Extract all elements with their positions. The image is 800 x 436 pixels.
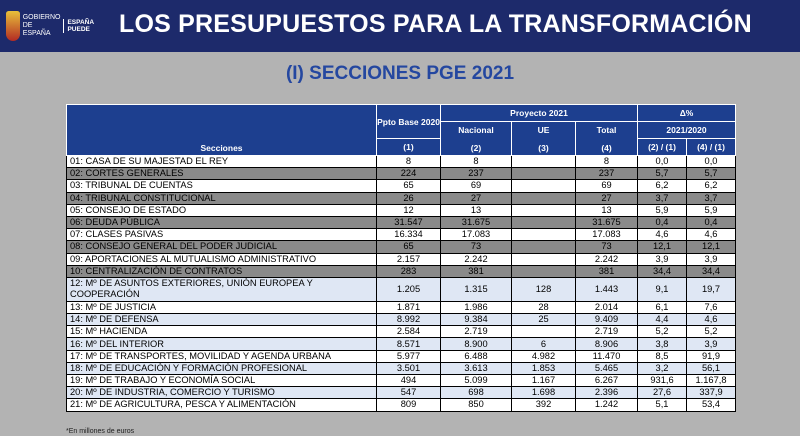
- table-row: [67, 180, 736, 192]
- cell-ppto-base: 31.547: [377, 216, 441, 228]
- cell-total: 11.470: [576, 350, 638, 362]
- cell-nacional: 381: [441, 265, 512, 277]
- cell-delta-4-1: 5,2: [687, 326, 736, 338]
- cell-delta-4-1: 5,7: [687, 168, 736, 180]
- cell-delta-4-1: 3,9: [687, 253, 736, 265]
- cell-ppto-base: 26: [377, 192, 441, 204]
- table-row: [67, 192, 736, 204]
- cell-ppto-base: 2.157: [377, 253, 441, 265]
- cell-ue: [512, 192, 576, 204]
- cell-seccion: 08: CONSEJO GENERAL DEL PODER JUDICIAL: [67, 241, 377, 253]
- cell-ppto-base: 12: [377, 204, 441, 216]
- cell-ue: [512, 204, 576, 216]
- col-header-secciones: Secciones: [67, 105, 377, 156]
- table-row: [67, 350, 736, 362]
- government-logo: [6, 6, 106, 46]
- cell-ue: 128: [512, 277, 576, 301]
- cell-seccion: 09: APORTACIONES AL MUTUALISMO ADMINISTRATIVO: [67, 253, 377, 265]
- cell-delta-2-1: 0,0: [638, 156, 687, 168]
- cell-seccion: 15: Mº HACIENDA: [67, 326, 377, 338]
- table-row: [67, 314, 736, 326]
- cell-delta-4-1: 0,0: [687, 156, 736, 168]
- cell-ue: 6: [512, 338, 576, 350]
- table-row: [67, 168, 736, 180]
- cell-seccion: 10: CENTRALIZACIÓN DE CONTRATOS: [67, 265, 377, 277]
- table-row: [67, 362, 736, 374]
- footnote: *En millones de euros: [66, 428, 135, 435]
- table-row: [67, 387, 736, 399]
- cell-ppto-base: 494: [377, 375, 441, 387]
- cell-delta-2-1: 9,1: [638, 277, 687, 301]
- cell-ue: [512, 216, 576, 228]
- cell-total: 1.443: [576, 277, 638, 301]
- cell-nacional: 1.315: [441, 277, 512, 301]
- cell-delta-2-1: 8,5: [638, 350, 687, 362]
- cell-delta-2-1: 0,4: [638, 216, 687, 228]
- table-row: [67, 204, 736, 216]
- col-header-ue: UE (3): [512, 122, 576, 156]
- col-header-proyecto: Proyecto 2021: [441, 105, 638, 122]
- cell-total: 2.396: [576, 387, 638, 399]
- table-row: [67, 156, 736, 168]
- cell-delta-2-1: 5,2: [638, 326, 687, 338]
- budget-table: [66, 104, 736, 412]
- cell-delta-2-1: 931,6: [638, 375, 687, 387]
- col-header-nacional: Nacional (2): [441, 122, 512, 156]
- cell-ppto-base: 3.501: [377, 362, 441, 374]
- cell-nacional: 850: [441, 399, 512, 411]
- cell-ppto-base: 16.334: [377, 229, 441, 241]
- cell-total: 237: [576, 168, 638, 180]
- cell-ppto-base: 65: [377, 180, 441, 192]
- table-row: [67, 338, 736, 350]
- cell-ue: [512, 168, 576, 180]
- cell-ue: 1.698: [512, 387, 576, 399]
- cell-delta-4-1: 6,2: [687, 180, 736, 192]
- section-subtitle: (I) SECCIONES PGE 2021: [285, 63, 515, 84]
- cell-nacional: 2.719: [441, 326, 512, 338]
- cell-seccion: 13: Mº DE JUSTICIA: [67, 301, 377, 313]
- cell-delta-4-1: 5,9: [687, 204, 736, 216]
- cell-delta-2-1: 3,8: [638, 338, 687, 350]
- cell-ppto-base: 2.584: [377, 326, 441, 338]
- cell-total: 8: [576, 156, 638, 168]
- table-row: [67, 326, 736, 338]
- cell-seccion: 14: Mº DE DEFENSA: [67, 314, 377, 326]
- cell-total: 381: [576, 265, 638, 277]
- cell-seccion: 04: TRIBUNAL CONSTITUCIONAL: [67, 192, 377, 204]
- cell-nacional: 27: [441, 192, 512, 204]
- cell-ppto-base: 5.977: [377, 350, 441, 362]
- cell-delta-2-1: 3,9: [638, 253, 687, 265]
- cell-delta-4-1: 91,9: [687, 350, 736, 362]
- cell-delta-4-1: 12,1: [687, 241, 736, 253]
- cell-ue: 1.167: [512, 375, 576, 387]
- col-header-n1: (1): [377, 139, 441, 156]
- cell-seccion: 07: CLASES PASIVAS: [67, 229, 377, 241]
- cell-nacional: 3.613: [441, 362, 512, 374]
- cell-total: 1.242: [576, 399, 638, 411]
- cell-total: 27: [576, 192, 638, 204]
- cell-nacional: 237: [441, 168, 512, 180]
- cell-delta-2-1: 27,6: [638, 387, 687, 399]
- cell-ue: 28: [512, 301, 576, 313]
- cell-delta-4-1: 3,7: [687, 192, 736, 204]
- cell-total: 5.465: [576, 362, 638, 374]
- cell-ue: [512, 229, 576, 241]
- cell-delta-2-1: 5,1: [638, 399, 687, 411]
- cell-ppto-base: 65: [377, 241, 441, 253]
- table-row: [67, 399, 736, 411]
- cell-nacional: 5.099: [441, 375, 512, 387]
- cell-nacional: 698: [441, 387, 512, 399]
- cell-nacional: 31.675: [441, 216, 512, 228]
- table-row: [67, 265, 736, 277]
- cell-total: 31.675: [576, 216, 638, 228]
- cell-ppto-base: 809: [377, 399, 441, 411]
- cell-nacional: 13: [441, 204, 512, 216]
- cell-seccion: 02: CORTES GENERALES: [67, 168, 377, 180]
- cell-delta-4-1: 4,6: [687, 314, 736, 326]
- col-header-total: Total (4): [576, 122, 638, 156]
- cell-ppto-base: 547: [377, 387, 441, 399]
- cell-ppto-base: 1.205: [377, 277, 441, 301]
- col-header-ratio-2-1: (2) / (1): [638, 139, 687, 156]
- cell-delta-4-1: 337,9: [687, 387, 736, 399]
- cell-ue: [512, 265, 576, 277]
- cell-ue: [512, 241, 576, 253]
- cell-nacional: 6.488: [441, 350, 512, 362]
- table-row: [67, 301, 736, 313]
- cell-seccion: 16: Mº DEL INTERIOR: [67, 338, 377, 350]
- cell-nacional: 2.242: [441, 253, 512, 265]
- cell-ppto-base: 1.871: [377, 301, 441, 313]
- cell-delta-4-1: 56,1: [687, 362, 736, 374]
- cell-nacional: 17.083: [441, 229, 512, 241]
- cell-delta-2-1: 6,1: [638, 301, 687, 313]
- cell-nacional: 69: [441, 180, 512, 192]
- cell-seccion: 21: Mº DE AGRICULTURA, PESCA Y ALIMENTACIÓN: [67, 399, 377, 411]
- cell-seccion: 06: DEUDA PÚBLICA: [67, 216, 377, 228]
- cell-delta-4-1: 1.167,8: [687, 375, 736, 387]
- cell-seccion: 12: Mº DE ASUNTOS EXTERIORES, UNIÓN EUROPEA Y COOPERACIÓN: [67, 277, 377, 301]
- table-row: [67, 216, 736, 228]
- cell-delta-4-1: 0,4: [687, 216, 736, 228]
- cell-ue: 25: [512, 314, 576, 326]
- cell-total: 73: [576, 241, 638, 253]
- cell-total: 17.083: [576, 229, 638, 241]
- cell-ue: 1.853: [512, 362, 576, 374]
- cell-seccion: 01: CASA DE SU MAJESTAD EL REY: [67, 156, 377, 168]
- cell-ue: [512, 253, 576, 265]
- cell-delta-4-1: 3,9: [687, 338, 736, 350]
- cell-total: 9.409: [576, 314, 638, 326]
- cell-ue: 392: [512, 399, 576, 411]
- cell-delta-2-1: 5,9: [638, 204, 687, 216]
- header-bar: [0, 0, 800, 52]
- cell-delta-2-1: 12,1: [638, 241, 687, 253]
- cell-seccion: 05: CONSEJO DE ESTADO: [67, 204, 377, 216]
- cell-ppto-base: 8: [377, 156, 441, 168]
- page-title: LOS PRESUPUESTOS PARA LA TRANSFORMACIÓN: [119, 10, 752, 38]
- table-row: [67, 229, 736, 241]
- cell-total: 2.014: [576, 301, 638, 313]
- cell-total: 8.906: [576, 338, 638, 350]
- cell-total: 13: [576, 204, 638, 216]
- cell-nacional: 9.384: [441, 314, 512, 326]
- cell-total: 2.719: [576, 326, 638, 338]
- logo-espana-puede-text: ESPAÑA PUEDE: [63, 19, 106, 33]
- cell-total: 6.267: [576, 375, 638, 387]
- cell-seccion: 20: Mº DE INDUSTRIA, COMERCIO Y TURISMO: [67, 387, 377, 399]
- table-row: [67, 241, 736, 253]
- cell-delta-4-1: 4,6: [687, 229, 736, 241]
- table-row: [67, 277, 736, 301]
- coat-of-arms-icon: [6, 11, 20, 41]
- cell-nacional: 8: [441, 156, 512, 168]
- col-header-years: 2021/2020: [638, 122, 736, 139]
- cell-seccion: 19: Mº DE TRABAJO Y ECONOMÍA SOCIAL: [67, 375, 377, 387]
- cell-seccion: 03: TRIBUNAL DE CUENTAS: [67, 180, 377, 192]
- cell-ue: [512, 156, 576, 168]
- table-row: [67, 253, 736, 265]
- cell-nacional: 8.900: [441, 338, 512, 350]
- table-row: [67, 375, 736, 387]
- cell-delta-2-1: 4,6: [638, 229, 687, 241]
- logo-gobierno-text: GOBIERNO DE ESPAÑA: [22, 14, 61, 37]
- cell-delta-4-1: 19,7: [687, 277, 736, 301]
- cell-delta-2-1: 34,4: [638, 265, 687, 277]
- cell-ppto-base: 283: [377, 265, 441, 277]
- cell-delta-2-1: 4,4: [638, 314, 687, 326]
- cell-delta-2-1: 3,7: [638, 192, 687, 204]
- cell-delta-2-1: 5,7: [638, 168, 687, 180]
- cell-ppto-base: 8.571: [377, 338, 441, 350]
- cell-delta-4-1: 53,4: [687, 399, 736, 411]
- cell-ppto-base: 224: [377, 168, 441, 180]
- cell-delta-2-1: 6,2: [638, 180, 687, 192]
- cell-nacional: 73: [441, 241, 512, 253]
- col-header-ratio-4-1: (4) / (1): [687, 139, 736, 156]
- col-header-ppto-base: Ppto Base 2020: [377, 105, 441, 139]
- cell-nacional: 1.986: [441, 301, 512, 313]
- cell-delta-2-1: 3,2: [638, 362, 687, 374]
- cell-seccion: 18: Mº DE EDUCACIÓN Y FORMACIÓN PROFESIONAL: [67, 362, 377, 374]
- col-header-delta: Δ%: [638, 105, 736, 122]
- cell-total: 69: [576, 180, 638, 192]
- cell-seccion: 17: Mº DE TRANSPORTES, MOVILIDAD Y AGENDA URBANA: [67, 350, 377, 362]
- cell-total: 2.242: [576, 253, 638, 265]
- cell-delta-4-1: 7,6: [687, 301, 736, 313]
- cell-delta-4-1: 34,4: [687, 265, 736, 277]
- cell-ue: [512, 180, 576, 192]
- cell-ue: [512, 326, 576, 338]
- cell-ppto-base: 8.992: [377, 314, 441, 326]
- cell-ue: 4.982: [512, 350, 576, 362]
